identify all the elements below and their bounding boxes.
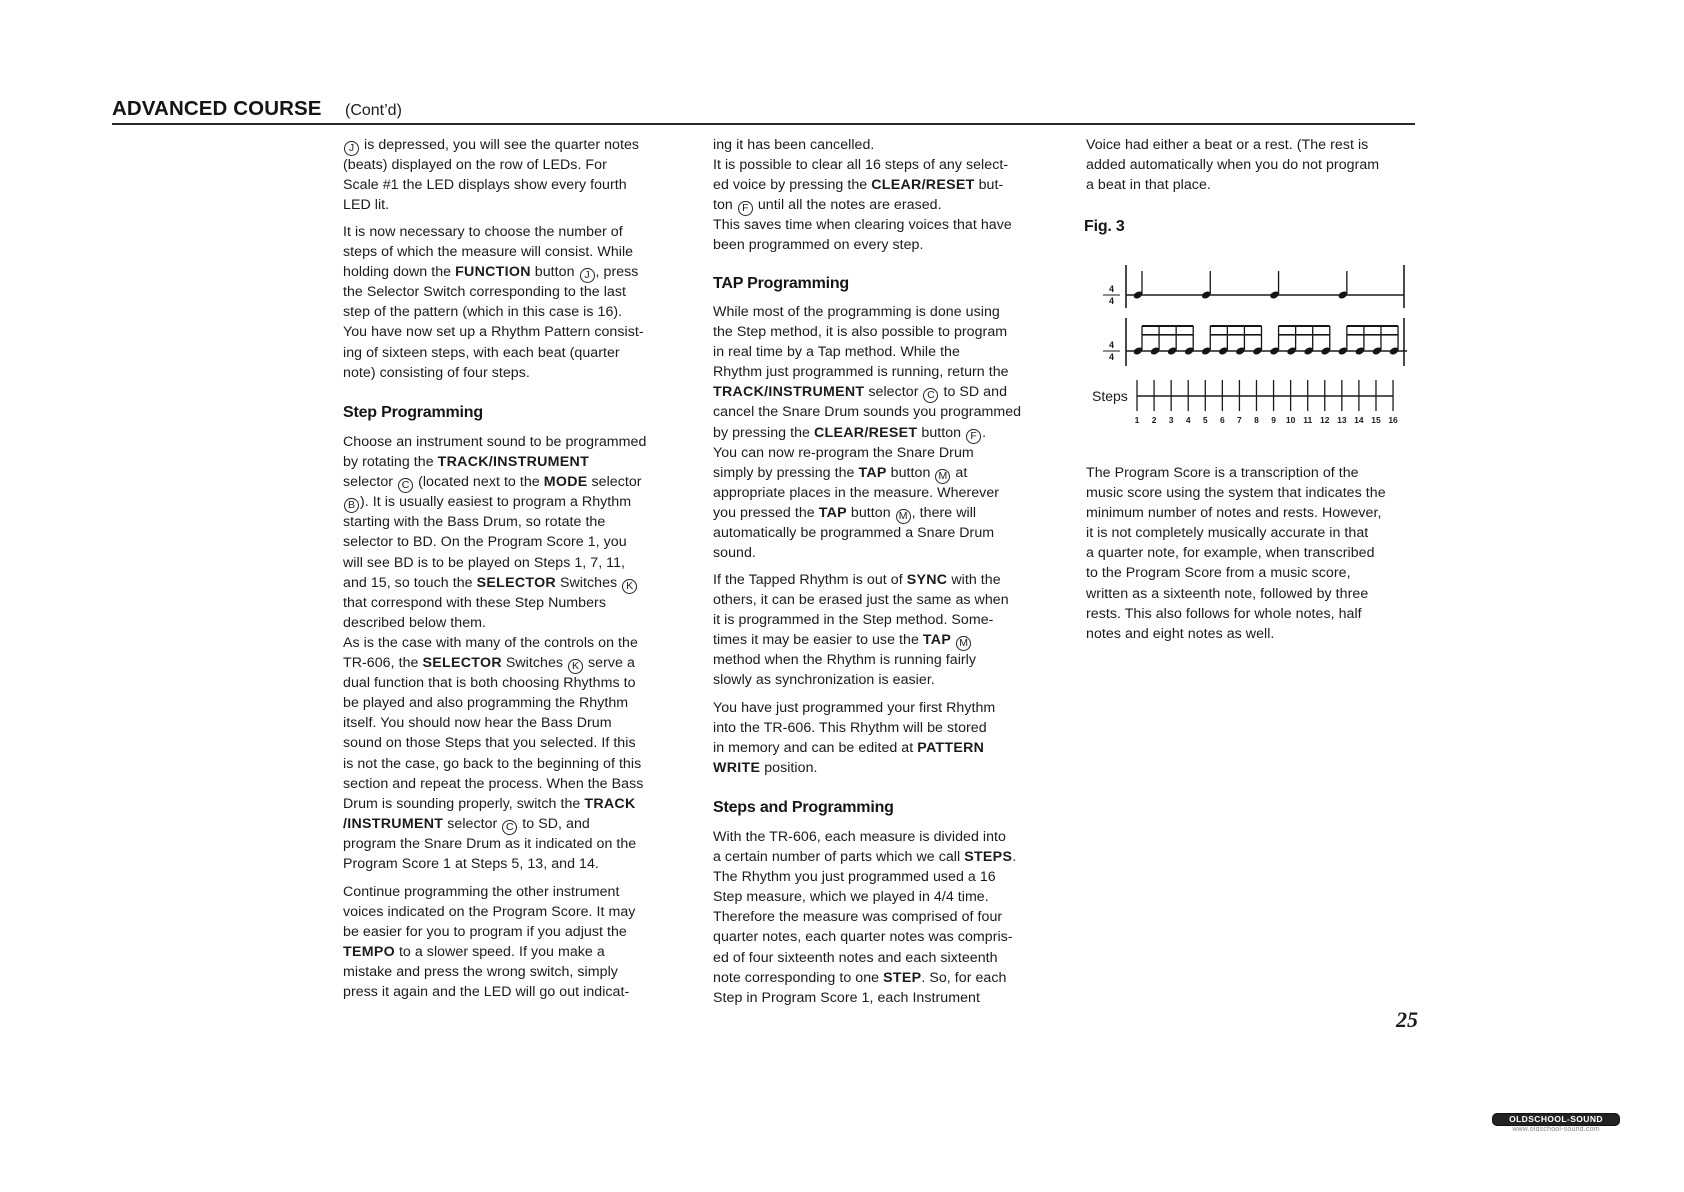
text-line: Rhythm just programmed is running, return the <box>713 364 1009 381</box>
text-line: mistake and press the wrong switch, simply <box>343 964 618 981</box>
step-number: 1 <box>1134 415 1140 425</box>
text-line: rests. This also follows for whole notes, half <box>1086 605 1362 622</box>
beam <box>1142 334 1193 336</box>
text-line: It is possible to clear all 16 steps of any select- <box>713 157 1009 174</box>
text-line: others, it can be erased just the same as when <box>713 592 1009 609</box>
paragraph <box>343 882 635 1003</box>
circled-c-icon: C <box>502 820 517 835</box>
paragraph <box>343 135 639 215</box>
figure-program-score-diagram <box>1085 255 1425 435</box>
bold-term: TRACK <box>584 795 636 812</box>
bold-term: TAP <box>818 504 847 521</box>
beam <box>1210 334 1261 336</box>
oldschool-sound-logo <box>1492 1113 1620 1134</box>
quarter-note-staff <box>1103 265 1404 308</box>
beam <box>1347 325 1398 327</box>
logo-url: www.oldschool-sound.com <box>1512 1126 1600 1133</box>
text-line: a beat in that place. <box>1086 177 1211 194</box>
text-line: This saves time when clearing voices that have <box>713 217 1012 234</box>
circled-b-icon: B <box>344 498 359 513</box>
bold-term: SELECTOR <box>476 574 556 591</box>
circled-m-icon: M <box>956 636 971 651</box>
text-line: steps of which the measure will consist. While <box>343 244 634 261</box>
text-line: It is now necessary to choose the number of <box>343 224 623 240</box>
step-number: 14 <box>1354 415 1364 425</box>
page-subtitle: (Cont’d) <box>345 102 402 119</box>
text-line: dual function that is both choosing Rhythms to <box>343 675 636 692</box>
text-line: note) consisting of four steps. <box>343 364 530 381</box>
steps-label: Steps <box>1092 388 1128 404</box>
text-line: minimum number of notes and rests. However, <box>1086 505 1382 522</box>
text-line: by pressing the CLEAR/RESET button F . <box>713 424 987 442</box>
text-line: As is the case with many of the controls on the <box>343 634 638 651</box>
text-line: itself. You should now hear the Bass Drum <box>343 715 612 732</box>
step-number: 4 <box>1185 415 1191 425</box>
step-number: 11 <box>1303 415 1313 425</box>
paragraph <box>713 302 1021 563</box>
bold-term: TAP <box>858 464 887 481</box>
text-line: press it again and the LED will go out indicat- <box>343 984 630 1001</box>
text-line: While most of the programming is done using <box>713 304 1000 320</box>
text-line: /INSTRUMENT selector C to SD, and <box>343 815 590 833</box>
section-heading-tap-programming: TAP Programming <box>713 275 849 292</box>
bold-term: STEP <box>883 969 922 986</box>
bold-term: WRITE <box>713 760 761 777</box>
bold-term: PATTERN <box>917 740 985 757</box>
text-line: slowly as synchronization is easier. <box>713 672 935 689</box>
text-line: sound on those Steps that you selected. If this <box>343 735 636 752</box>
text-line: into the TR-606. This Rhythm will be stored <box>713 720 987 737</box>
step-number: 8 <box>1254 415 1259 425</box>
text-line: and 15, so touch the SELECTOR Switches K <box>343 573 646 593</box>
circled-k-icon: K <box>622 579 637 594</box>
text-line: Voice had either a beat or a rest. (The rest is <box>1086 137 1369 153</box>
paragraph <box>343 222 644 383</box>
bold-term: TRACK/INSTRUMENT <box>713 384 865 401</box>
step-number: 3 <box>1168 415 1174 425</box>
text-line: section and repeat the process. When the Bass <box>343 775 644 792</box>
text-line: automatically be programmed a Snare Drum <box>713 525 995 542</box>
text-line: selector C (located next to the MODE selector <box>343 474 642 492</box>
text-line: ton F until all the notes are erased. <box>713 197 942 215</box>
text-line: by rotating the TRACK/INSTRUMENT <box>343 454 590 471</box>
page-title: ADVANCED COURSE <box>112 97 322 120</box>
text-line: ed voice by pressing the CLEAR/RESET but- <box>713 177 1004 194</box>
text-line: been programmed on every step. <box>713 237 924 254</box>
step-number: 2 <box>1151 415 1157 425</box>
paragraph <box>1086 135 1379 195</box>
step-number: 16 <box>1388 415 1398 425</box>
text-line: quarter notes, each quarter notes was compris- <box>713 929 1013 946</box>
circled-j-icon: J <box>344 141 359 156</box>
text-line: The Program Score is a transcription of the <box>1086 465 1359 481</box>
circled-j-icon: J <box>580 268 595 283</box>
text-line: note corresponding to one STEP. So, for each <box>713 969 1007 986</box>
step-number: 13 <box>1337 415 1347 425</box>
bold-term: STEPS <box>964 849 1013 866</box>
beam <box>1347 334 1398 336</box>
header-divider <box>112 123 1415 125</box>
step-number: 15 <box>1371 415 1381 425</box>
paragraph <box>713 698 995 778</box>
text-line: Step measure, which we played in 4/4 time. <box>713 889 989 906</box>
bold-term: /INSTRUMENT <box>343 815 444 832</box>
text-line: to the Program Score from a music score, <box>1086 565 1351 582</box>
paragraph <box>713 827 1016 1008</box>
text-line: be easier for you to program if you adjust the <box>343 924 627 941</box>
beam <box>1279 325 1330 327</box>
text-line: With the TR-606, each measure is divided into <box>713 829 1006 845</box>
bold-term: SELECTOR <box>422 655 502 672</box>
time-signature-numerator: 4 <box>1108 284 1115 294</box>
logo-mark: OLDSCHOOL-SOUND <box>1492 1113 1620 1126</box>
text-line: You have just programmed your first Rhythm <box>713 700 996 716</box>
beam <box>1279 334 1330 336</box>
circled-c-icon: C <box>398 478 413 493</box>
text-line: music score using the system that indicates the <box>1086 485 1386 502</box>
text-line: ing it has been cancelled. <box>713 137 875 153</box>
text-line: Step in Program Score 1, each Instrument <box>713 989 980 1006</box>
text-line: appropriate places in the measure. Wherever <box>713 484 1000 501</box>
paragraph <box>713 570 1009 691</box>
text-line: it is not completely musically accurate in that <box>1086 525 1369 542</box>
text-line: (beats) displayed on the row of LEDs. For <box>343 157 607 174</box>
text-line: voices indicated on the Program Score. It may <box>343 904 636 921</box>
text-line: the Selector Switch corresponding to the last <box>343 284 626 301</box>
text-line: starting with the Bass Drum, so rotate the <box>343 514 606 531</box>
beam <box>1210 325 1261 327</box>
circled-k-icon: K <box>568 659 583 674</box>
step-number: 9 <box>1271 415 1276 425</box>
text-line: program the Snare Drum as it indicated on the <box>343 835 637 852</box>
text-line: you pressed the TAP button M , there will <box>713 504 977 522</box>
paragraph <box>343 432 646 874</box>
beam <box>1142 325 1193 327</box>
section-heading-steps-and-programming: Steps and Programming <box>713 799 894 816</box>
text-line: ing of sixteen steps, with each beat (quarter <box>343 344 620 361</box>
step-number: 6 <box>1219 415 1225 425</box>
circled-c-icon: C <box>923 388 938 403</box>
text-line: holding down the FUNCTION button J , press <box>343 264 639 282</box>
text-line: added automatically when you do not program <box>1086 157 1380 174</box>
text-line: Choose an instrument sound to be programmed <box>343 434 647 450</box>
text-line: be played and also programming the Rhythm <box>343 695 629 712</box>
bold-term: SYNC <box>906 572 948 588</box>
step-number: 12 <box>1320 415 1330 425</box>
text-line: notes and eight notes as well. <box>1086 625 1275 642</box>
step-number: 10 <box>1285 415 1296 425</box>
circled-m-icon: M <box>935 469 950 484</box>
text-line: B ). It is usually easiest to program a Rhythm <box>343 492 646 512</box>
text-line: Therefore the measure was comprised of four <box>713 909 1003 926</box>
figure-notes-and-ticks <box>1132 271 1399 425</box>
circled-f-icon: F <box>966 429 981 444</box>
text-line: Continue programming the other instrument <box>343 884 620 900</box>
text-line: You have now set up a Rhythm Pattern consist- <box>343 324 644 341</box>
paragraph <box>1086 463 1386 644</box>
step-number: 5 <box>1202 415 1208 425</box>
text-line: Drum is sounding properly, switch the TRACK <box>343 795 636 812</box>
text-line: WRITE position. <box>713 760 818 777</box>
section-heading-step-programming: Step Programming <box>343 404 483 421</box>
text-line: a quarter note, for example, when transcribed <box>1086 545 1375 562</box>
text-line: cancel the Snare Drum sounds you programmed <box>713 404 1022 421</box>
text-line: method when the Rhythm is running fairly <box>713 652 977 669</box>
text-line: If the Tapped Rhythm is out of SYNC with the <box>713 572 1001 588</box>
bold-term: CLEAR/RESET <box>813 424 918 441</box>
text-line: Scale #1 the LED displays show every fourth <box>343 177 627 194</box>
step-number: 7 <box>1237 415 1242 425</box>
text-line: You can now re-program the Snare Drum <box>713 444 974 461</box>
text-line: will see BD is to be played on Steps 1, 7, 11, <box>343 554 626 571</box>
bold-term: CLEAR/RESET <box>871 177 975 194</box>
text-line: it is programmed in the Step method. Some- <box>713 612 994 629</box>
text-line: TRACK/INSTRUMENT selector C to SD and <box>713 384 1008 402</box>
text-line: a certain number of parts which we call STEPS. <box>713 849 1017 866</box>
time-signature-numerator: 4 <box>1108 340 1115 350</box>
text-line: described below them. <box>343 614 487 631</box>
text-line: step of the pattern (which in this case is 16). <box>343 304 623 321</box>
text-line: J is depressed, you will see the quarter notes <box>343 135 639 155</box>
time-signature-denominator: 4 <box>1108 352 1115 362</box>
bold-term: TEMPO <box>343 944 395 961</box>
time-signature-denominator: 4 <box>1108 296 1115 306</box>
figure-caption: Fig. 3 <box>1084 218 1125 235</box>
paragraph <box>713 135 1012 256</box>
bold-term: TRACK/INSTRUMENT <box>437 454 590 471</box>
text-line: TR-606, the SELECTOR Switches K serve a <box>343 655 635 673</box>
text-line: is not the case, go back to the beginning of this <box>343 755 642 772</box>
text-line: Program Score 1 at Steps 5, 13, and 14. <box>343 855 599 872</box>
bold-term: MODE <box>543 474 588 491</box>
circled-m-icon: M <box>896 509 911 524</box>
text-line: ed of four sixteenth notes and each sixteenth <box>713 949 998 966</box>
bold-term: FUNCTION <box>455 264 531 281</box>
text-line: the Step method, it is also possible to program <box>713 324 1008 341</box>
text-line: that correspond with these Step Numbers <box>343 594 606 611</box>
text-line: in memory and can be edited at PATTERN <box>713 740 985 757</box>
text-line: written as a sixteenth note, followed by three <box>1086 585 1369 602</box>
text-line: in real time by a Tap method. While the <box>713 344 960 361</box>
text-line: The Rhythm you just programmed used a 16 <box>713 869 996 886</box>
page-number: 25 <box>1396 1007 1418 1032</box>
text-line: TEMPO to a slower speed. If you make a <box>343 944 605 961</box>
text-line: LED lit. <box>343 197 390 214</box>
circled-f-icon: F <box>738 201 753 216</box>
text-line: times it may be easier to use the TAP M <box>713 630 1009 650</box>
text-line: sound. <box>713 545 756 562</box>
text-line: simply by pressing the TAP button M at <box>713 464 968 482</box>
bold-term: TAP <box>922 632 952 649</box>
text-line: selector to BD. On the Program Score 1, you <box>343 534 627 551</box>
